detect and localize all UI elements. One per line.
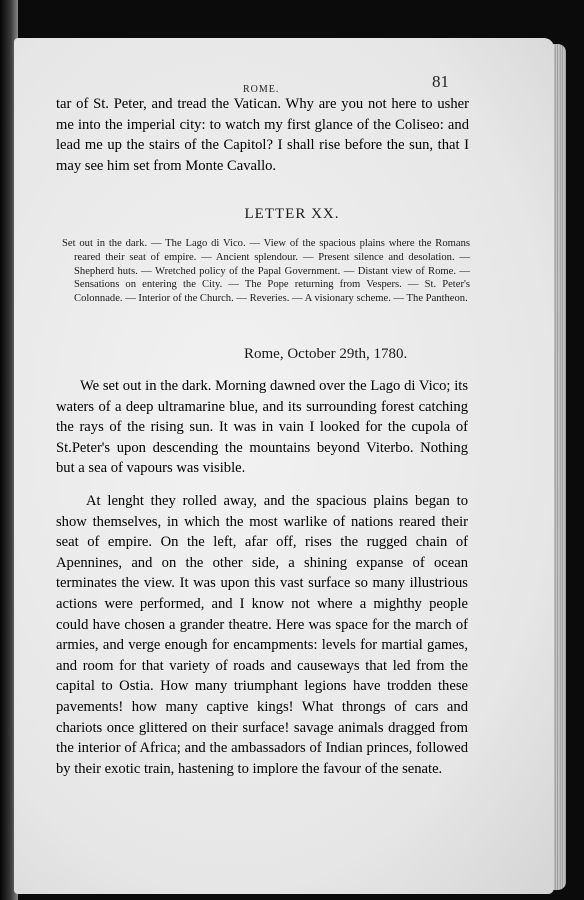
running-head: ROME. bbox=[243, 84, 280, 95]
letter-title: LETTER XX. bbox=[244, 206, 340, 222]
body-paragraph-1: We set out in the dark. Morning dawned over the Lago di Vico; its waters of a deep ultramarine blue, and its surrounding forest catching the rays of the rising sun. It was in vain I looked for the cupola of St.Peter's upon descending the mountains beyond Viterbo. Nothing but a sea of vapours was visible. bbox=[56, 378, 468, 477]
dateline: Rome, October 29th, 1780. bbox=[244, 346, 408, 362]
continuation-paragraph: tar of St. Peter, and tread the Vatican. Why are you not here to usher me into the imperial city: to watch my first glance of the Coliseo: and lead me up the stairs of the Capitol? I shall rise before the sun, that I may see him set from Monte Cavallo. bbox=[56, 96, 469, 174]
letter-summary: Set out in the dark. — The Lago di Vico. — View of the spacious plains where the Romans reared their seat of empire. — Ancient splendour. — Present silence and desolation. — Shepherd huts. — Wretched policy of the Papal Government. — Distant view of Rome. — Sensations on entering the City. — The Pope returning from Vespers. — St. Peter's Colonnade. — Interior of the Church. — Reveries. — A visionary scheme. — The Pantheon. bbox=[62, 238, 470, 305]
page-number: 81 bbox=[432, 72, 449, 91]
body-paragraph-2: At lenght they rolled away, and the spacious plains began to show themselves, in which the most warlike of nations reared their seat of empire. On the left, afar off, rises the rugged chain of Apennines, and on the other side, a shining expanse of ocean terminates the view. It was upon this vast surface so many illustrious actions were performed, and I know not where a mighthy people could have chosen a grander theatre. Here was space for the march of armies, and verge enough for encampments: levels for martial games, and room for that variety of roads and causeways that led from the capital to Ostia. How many triumphant legions have trodden these pavements! how many captive kings! What throngs of cars and chariots once glittered on their surface! savage animals dragged from the interior of Africa; and the ambassadors of Indian princes, followed by their exotic train, hastening to implore the favour of the senate. bbox=[56, 493, 468, 777]
